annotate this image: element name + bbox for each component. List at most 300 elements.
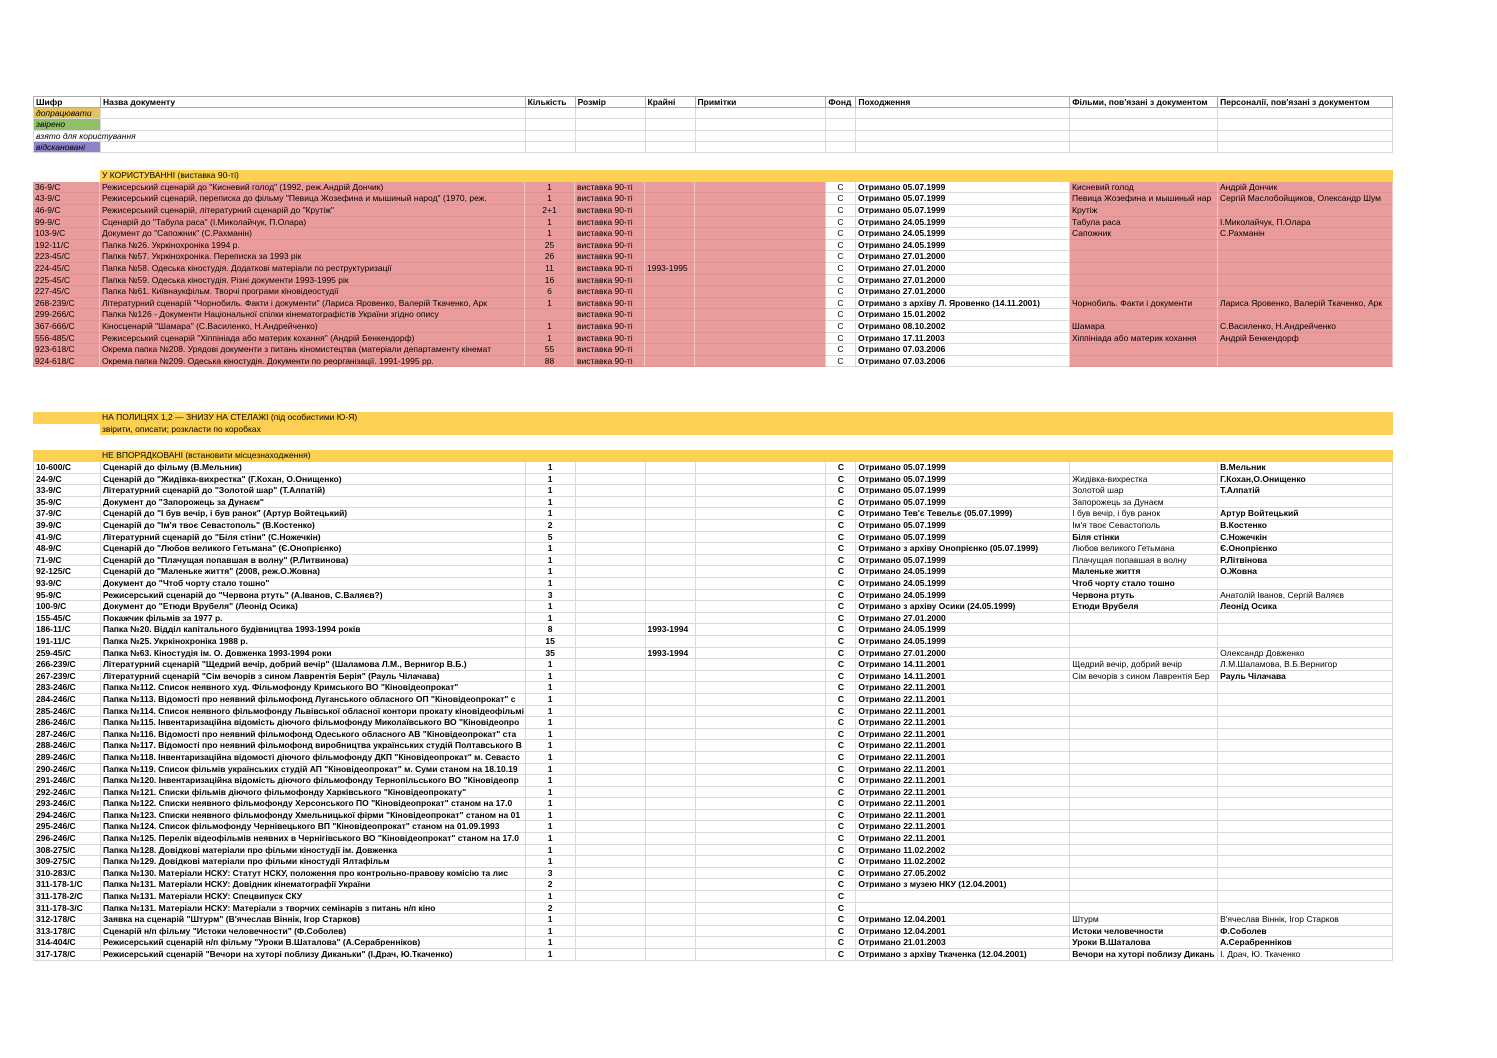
cell[interactable]: 95-9/С [34, 590, 101, 602]
cell[interactable]: С [826, 356, 856, 368]
cell[interactable]: 1993-1994 [646, 624, 696, 636]
cell[interactable]: 8 [526, 624, 576, 636]
cell[interactable] [576, 555, 646, 567]
cell[interactable]: С [826, 251, 856, 263]
cell[interactable]: Режисерський сценарій "Вечори на хуторі поблизу Диканьки" (І.Драч, Ю.Ткаченко) [101, 949, 526, 961]
cell[interactable]: Рауль Чілачава [1218, 671, 1393, 683]
cell[interactable]: Чтоб чорту стало тошно [1070, 578, 1218, 590]
cell[interactable]: С [826, 543, 856, 555]
cell[interactable] [695, 217, 826, 229]
cell[interactable] [576, 543, 646, 555]
cell[interactable]: Отримано з архіву Осики (24.05.1999) [856, 601, 1070, 613]
cell[interactable] [646, 659, 696, 671]
cell[interactable]: С [826, 694, 856, 706]
cell[interactable]: С [826, 333, 856, 345]
cell[interactable] [1070, 856, 1218, 868]
cell[interactable]: 99-9/С [33, 217, 100, 229]
cell[interactable]: 1 [526, 671, 576, 683]
cell[interactable] [646, 485, 696, 497]
cell[interactable]: Сапожник [1070, 228, 1218, 240]
cell[interactable] [1070, 903, 1218, 915]
cell[interactable]: 291-246/С [34, 775, 101, 787]
cell[interactable]: 6 [525, 286, 575, 298]
cell[interactable] [645, 309, 695, 321]
cell[interactable] [646, 856, 696, 868]
cell[interactable] [695, 205, 826, 217]
cell[interactable]: В'ячеслав Віннік, Ігор Старков [1218, 914, 1393, 926]
cell[interactable]: Хіппініада або материк кохання [1070, 333, 1218, 345]
cell[interactable]: Отримано 22.11.2001 [856, 717, 1070, 729]
cell[interactable] [576, 578, 646, 590]
cell[interactable]: 1 [526, 659, 576, 671]
cell[interactable]: Отримано 22.11.2001 [856, 810, 1070, 822]
cell[interactable] [1070, 729, 1218, 741]
cell[interactable] [826, 131, 856, 142]
cell[interactable]: Олександр Довженко [1218, 648, 1393, 660]
cell[interactable] [696, 462, 827, 474]
cell[interactable] [696, 810, 827, 822]
legend-label[interactable]: взято для користування [36, 130, 136, 141]
cell[interactable]: С [826, 729, 856, 741]
cell[interactable]: 1 [526, 845, 576, 857]
cell[interactable] [1218, 717, 1393, 729]
cell[interactable] [695, 182, 826, 194]
cell[interactable]: 1 [526, 578, 576, 590]
cell[interactable] [696, 845, 827, 857]
cell[interactable]: С [826, 601, 856, 613]
cell[interactable]: С [826, 775, 856, 787]
cell[interactable]: 288-246/С [34, 740, 101, 752]
cell[interactable]: 259-45/С [34, 648, 101, 660]
cell[interactable]: Папка №131. Матеріали НСКУ: Довідник кінематографії України [101, 879, 526, 891]
cell[interactable] [1218, 706, 1393, 718]
cell[interactable]: Папка №59. Одеська кіностудія. Різні документи 1993-1995 рік [100, 275, 525, 287]
cell[interactable]: В.Мельник [1218, 462, 1393, 474]
cell[interactable]: С [826, 555, 856, 567]
cell[interactable]: С [826, 926, 856, 938]
cell[interactable] [576, 891, 646, 903]
cell[interactable] [576, 508, 646, 520]
cell[interactable] [1070, 706, 1218, 718]
cell[interactable]: 24-9/С [34, 474, 101, 486]
cell[interactable]: І.Миколайчук, П.Олара [1218, 217, 1393, 229]
cell[interactable] [576, 566, 646, 578]
cell[interactable] [1218, 868, 1393, 880]
cell[interactable]: Отримано 27.01.2000 [856, 263, 1070, 275]
cell[interactable]: Отримано 24.05.1999 [856, 624, 1070, 636]
cell[interactable]: Окрема папка №209. Одеська кіностудія. Документи по реорганізації. 1991-1995 рр. [100, 356, 525, 368]
cell[interactable] [1070, 833, 1218, 845]
cell[interactable]: Папка №121. Списки фільмів діючого фільмофонду Харківського "Кіновідеопрокату" [101, 787, 526, 799]
cell[interactable] [646, 903, 696, 915]
cell[interactable]: 310-283/С [34, 868, 101, 880]
cell[interactable]: Папка №115. Інвентаризаційна відомість діючого фільмофонду Миколаївського ВО "Кіновідеопро [101, 717, 526, 729]
cell[interactable]: С [826, 508, 856, 520]
cell[interactable]: 924-618/С [33, 356, 100, 368]
cell[interactable]: Заявка на сценарій "Штурм" (В'ячеслав Віннік, Ігор Старков) [101, 914, 526, 926]
cell[interactable] [576, 798, 646, 810]
cell[interactable] [646, 682, 696, 694]
cell[interactable]: Папка №26. Укркінохроніка 1994 р. [100, 240, 525, 252]
cell[interactable]: С [826, 821, 856, 833]
cell[interactable] [576, 613, 646, 625]
cell[interactable]: Сценарій до "Ім'я твоє Севастополь" (В.Костенко) [101, 520, 526, 532]
cell[interactable]: Папка №120. Інвентаризаційна відомість діючого фільмофонду Тернопільського ВО "Кіновідеопр [101, 775, 526, 787]
cell[interactable]: Запорожець за Дунаєм [1070, 497, 1218, 509]
cell[interactable]: Режисерський сценарій до "Кисневий голод" (1992, реж.Андрій Дончик) [100, 182, 525, 194]
cell[interactable] [576, 119, 646, 130]
cell[interactable]: Папка №131. Матеріали НСКУ: Спецвипуск СКУ [101, 891, 526, 903]
cell[interactable]: 3 [526, 868, 576, 880]
cell[interactable] [576, 648, 646, 660]
cell[interactable]: С [826, 682, 856, 694]
cell[interactable]: Є.Онопрієнко [1218, 543, 1393, 555]
cell[interactable] [1070, 740, 1218, 752]
cell[interactable]: 284-246/С [34, 694, 101, 706]
column-header[interactable]: Розмір [576, 97, 646, 108]
cell[interactable]: 26 [525, 251, 575, 263]
cell[interactable] [645, 333, 695, 345]
cell[interactable]: С [826, 321, 856, 333]
cell[interactable] [695, 286, 826, 298]
cell[interactable] [1218, 205, 1393, 217]
cell[interactable]: Отримано 24.05.1999 [856, 566, 1070, 578]
cell[interactable] [826, 119, 856, 130]
cell[interactable]: 33-9/С [34, 485, 101, 497]
cell[interactable]: С [826, 344, 856, 356]
cell[interactable]: Отримано 14.11.2001 [856, 659, 1070, 671]
cell[interactable] [576, 485, 646, 497]
cell[interactable]: Отримано 05.07.1999 [856, 532, 1070, 544]
cell[interactable] [695, 275, 826, 287]
cell[interactable] [856, 903, 1070, 915]
cell[interactable] [695, 344, 826, 356]
cell[interactable]: 1 [526, 717, 576, 729]
cell[interactable]: 1 [526, 601, 576, 613]
cell[interactable]: Отримано 27.05.2002 [856, 868, 1070, 880]
cell[interactable]: С [826, 532, 856, 544]
cell[interactable]: 299-266/С [33, 309, 100, 321]
cell[interactable]: Отримано 22.11.2001 [856, 775, 1070, 787]
cell[interactable] [646, 914, 696, 926]
section-title[interactable]: НА ПОЛИЦЯХ 1,2 — ЗНИЗУ НА СТЕЛАЖІ (під особистими Ю-Я) [100, 412, 1393, 424]
cell[interactable] [1070, 309, 1218, 321]
column-header[interactable]: Фільми, пов'язані з документом [1070, 97, 1218, 108]
cell[interactable]: 293-246/С [34, 798, 101, 810]
cell[interactable] [1218, 903, 1393, 915]
cell[interactable] [646, 729, 696, 741]
cell[interactable]: 1 [526, 462, 576, 474]
cell[interactable] [646, 845, 696, 857]
cell[interactable] [1218, 787, 1393, 799]
cell[interactable]: С [826, 671, 856, 683]
cell[interactable]: 46-9/С [33, 205, 100, 217]
cell[interactable]: Андрій Бенкендорф [1218, 333, 1393, 345]
cell[interactable]: 3 [526, 590, 576, 602]
cell[interactable]: 35-9/С [34, 497, 101, 509]
cell[interactable]: Сценарій до "Плачущая попавшая в волну" (Р.Литвинова) [101, 555, 526, 567]
cell[interactable] [576, 474, 646, 486]
cell[interactable]: С [826, 845, 856, 857]
cell[interactable]: Отримано з музею НКУ (12.04.2001) [856, 879, 1070, 891]
cell[interactable] [645, 182, 695, 194]
cell[interactable]: Літературний сценарій до "Біля стіни" (С.Ножечкін) [101, 532, 526, 544]
cell[interactable] [1218, 694, 1393, 706]
cell[interactable] [645, 228, 695, 240]
cell[interactable]: Штурм [1070, 914, 1218, 926]
cell[interactable]: 1 [525, 228, 575, 240]
cell[interactable]: Отримано 27.01.2000 [856, 648, 1070, 660]
cell[interactable] [645, 193, 695, 205]
cell[interactable]: Червона ртуть [1070, 590, 1218, 602]
cell[interactable]: Окрема папка №208. Урядові документи з питань кіномистецтва (матеріали департаменту кінемат [100, 344, 525, 356]
cell[interactable]: С [826, 228, 856, 240]
cell[interactable]: 1 [526, 856, 576, 868]
cell[interactable]: Папка №118. Інвентаризаційна відомості діючого фільмофонду ДКП "Кіновідеопрокат" м. Севасто [101, 752, 526, 764]
cell[interactable] [646, 131, 696, 142]
cell[interactable] [1218, 131, 1393, 142]
cell[interactable]: Отримано 22.11.2001 [856, 729, 1070, 741]
cell[interactable]: Чорнобиль. Факти і документи [1070, 298, 1218, 310]
cell[interactable] [1070, 108, 1218, 119]
cell[interactable] [1218, 497, 1393, 509]
cell[interactable] [856, 119, 1070, 130]
cell[interactable] [696, 119, 827, 130]
column-header[interactable]: Назва документу [101, 97, 526, 108]
cell[interactable]: 192-11/С [33, 240, 100, 252]
cell[interactable] [576, 775, 646, 787]
cell[interactable] [695, 228, 826, 240]
cell[interactable] [1218, 833, 1393, 845]
cell[interactable]: Отримано 27.01.2000 [856, 286, 1070, 298]
cell[interactable] [695, 263, 826, 275]
cell[interactable]: Папка №20. Відділ капітального будівництва 1993-1994 років [101, 624, 526, 636]
cell[interactable]: С [826, 474, 856, 486]
cell[interactable] [1070, 764, 1218, 776]
cell[interactable]: виставка 90-ті [575, 298, 645, 310]
cell[interactable] [576, 740, 646, 752]
section-title[interactable]: НЕ ВПОРЯДКОВАНІ (встановити місцезнаходження) [100, 450, 1393, 462]
cell[interactable]: Папка №129. Довідкові матеріали про фільми кіностудії Ялтафільм [101, 856, 526, 868]
cell[interactable]: 1 [526, 508, 576, 520]
cell[interactable]: 1 [526, 706, 576, 718]
cell[interactable]: 309-275/С [34, 856, 101, 868]
cell[interactable]: 1 [526, 740, 576, 752]
cell[interactable]: С [826, 798, 856, 810]
cell[interactable]: 11 [525, 263, 575, 275]
cell[interactable]: 15 [526, 636, 576, 648]
cell[interactable] [1218, 845, 1393, 857]
cell[interactable] [695, 240, 826, 252]
legend-label[interactable]: допрацювати [34, 108, 101, 119]
section-title[interactable]: звірити, описати; розкласти по коробках [100, 424, 1393, 436]
cell[interactable] [696, 578, 827, 590]
cell[interactable]: С [826, 833, 856, 845]
cell[interactable]: 1 [525, 193, 575, 205]
cell[interactable]: С [826, 298, 856, 310]
cell[interactable]: виставка 90-ті [575, 275, 645, 287]
cell[interactable] [576, 682, 646, 694]
cell[interactable] [576, 601, 646, 613]
cell[interactable]: Отримано 22.11.2001 [856, 821, 1070, 833]
cell[interactable] [646, 879, 696, 891]
cell[interactable]: Папка №124. Список фільмофонду Чернівецького ВП "Кіновідеопрокат" станом на 01.09.1993 [101, 821, 526, 833]
cell[interactable]: Л.М.Шаламова, В.Б.Вернигор [1218, 659, 1393, 671]
cell[interactable]: С [826, 217, 856, 229]
cell[interactable] [646, 926, 696, 938]
cell[interactable] [646, 474, 696, 486]
cell[interactable] [526, 131, 576, 142]
cell[interactable]: Сценарій н/п фільму "Истоки человечности" (Ф.Соболев) [101, 926, 526, 938]
cell[interactable] [696, 142, 827, 153]
cell[interactable]: Маленьке життя [1070, 566, 1218, 578]
cell[interactable]: 289-246/С [34, 752, 101, 764]
cell[interactable]: 36-9/С [33, 182, 100, 194]
cell[interactable]: Отримано 22.11.2001 [856, 740, 1070, 752]
cell[interactable] [645, 275, 695, 287]
cell[interactable]: Режисерський сценарій, літературний сценарій до "Крутіж" [100, 205, 525, 217]
cell[interactable]: 41-9/С [34, 532, 101, 544]
cell[interactable]: виставка 90-ті [575, 193, 645, 205]
cell[interactable] [1070, 787, 1218, 799]
cell[interactable]: Документ до "Сапожник" (С.Рахманін) [100, 228, 525, 240]
cell[interactable]: С [826, 182, 856, 194]
cell[interactable] [696, 131, 827, 142]
cell[interactable]: С [826, 810, 856, 822]
cell[interactable] [1218, 775, 1393, 787]
cell[interactable]: С [826, 624, 856, 636]
cell[interactable] [526, 142, 576, 153]
cell[interactable]: Ім'я твоє Севастополь [1070, 520, 1218, 532]
cell[interactable]: 2+1 [525, 205, 575, 217]
cell[interactable] [1218, 682, 1393, 694]
cell[interactable]: Сергій Маслобойщиков, Олександр Шум [1218, 193, 1393, 205]
cell[interactable]: С.Василенко, Н.Андрейченко [1218, 321, 1393, 333]
cell[interactable]: Папка №117. Відомості про неявний фільмофонд виробництва українських студій Полтавського В [101, 740, 526, 752]
cell[interactable] [1070, 286, 1218, 298]
cell[interactable] [696, 856, 827, 868]
cell[interactable]: Документ до "Етюди Врубеля" (Леонід Осика) [101, 601, 526, 613]
cell[interactable]: Папка №57. Укркінохроніка. Переписка за 1993 рік [100, 251, 525, 263]
cell[interactable] [1070, 344, 1218, 356]
cell[interactable]: Вечори на хуторі поблизу Дикань [1070, 949, 1218, 961]
cell[interactable]: 25 [525, 240, 575, 252]
cell[interactable]: Папка №126 - Документи Національної спілки кінематографістів України згідно опису [100, 309, 525, 321]
cell[interactable] [646, 937, 696, 949]
cell[interactable]: 1 [526, 694, 576, 706]
cell[interactable]: Отримано 21.01.2003 [856, 937, 1070, 949]
cell[interactable] [1070, 868, 1218, 880]
cell[interactable] [696, 706, 827, 718]
cell[interactable]: 16 [525, 275, 575, 287]
cell[interactable] [101, 142, 526, 153]
cell[interactable]: Лариса Яровенко, Валерій Ткаченко, Арк [1218, 298, 1393, 310]
cell[interactable]: виставка 90-ті [575, 286, 645, 298]
cell[interactable]: Папка №58. Одеська кіностудія. Додаткові матеріали по реструктуризації [100, 263, 525, 275]
cell[interactable]: 1 [526, 566, 576, 578]
cell[interactable]: Отримано 22.11.2001 [856, 798, 1070, 810]
cell[interactable] [646, 555, 696, 567]
cell[interactable]: С [826, 613, 856, 625]
cell[interactable] [645, 356, 695, 368]
cell[interactable] [696, 485, 827, 497]
cell[interactable] [696, 682, 827, 694]
column-header[interactable]: Шифр [34, 97, 101, 108]
cell[interactable] [576, 868, 646, 880]
cell[interactable]: С [826, 717, 856, 729]
cell[interactable] [695, 321, 826, 333]
cell[interactable] [696, 740, 827, 752]
cell[interactable]: Г.Кохан,О.Онищенко [1218, 474, 1393, 486]
cell[interactable] [646, 543, 696, 555]
cell[interactable] [646, 108, 696, 119]
cell[interactable]: 1 [526, 821, 576, 833]
cell[interactable] [1218, 578, 1393, 590]
cell[interactable] [696, 108, 827, 119]
cell[interactable]: С [826, 937, 856, 949]
cell[interactable]: 37-9/С [34, 508, 101, 520]
cell[interactable]: Документ до "Запорожець за Дунаєм" [101, 497, 526, 509]
cell[interactable]: Режисерський сценарій до "Червона ртуть" (А.Іванов, С.Валяєв?) [101, 590, 526, 602]
cell[interactable]: Певица Жозефина и мышиный нар [1070, 193, 1218, 205]
cell[interactable]: виставка 90-ті [575, 263, 645, 275]
cell[interactable]: Отримано 15.01.2002 [856, 309, 1070, 321]
cell[interactable] [576, 462, 646, 474]
cell[interactable]: Отримано 27.01.2000 [856, 613, 1070, 625]
cell[interactable] [525, 309, 575, 321]
cell[interactable] [576, 787, 646, 799]
cell[interactable]: 1 [526, 555, 576, 567]
cell[interactable]: Етюди Врубеля [1070, 601, 1218, 613]
cell[interactable] [1070, 879, 1218, 891]
cell[interactable]: Кисневий голод [1070, 182, 1218, 194]
cell[interactable]: С [826, 520, 856, 532]
cell[interactable]: 1 [526, 926, 576, 938]
cell[interactable] [696, 775, 827, 787]
cell[interactable]: Папка №128. Довідкові матеріали про фільми кіностудії ім. Довженка [101, 845, 526, 857]
cell[interactable]: 1993-1995 [645, 263, 695, 275]
cell[interactable] [101, 119, 526, 130]
cell[interactable]: 1 [526, 497, 576, 509]
cell[interactable]: Щедрий вечір, добрий вечір [1070, 659, 1218, 671]
cell[interactable] [695, 356, 826, 368]
cell[interactable]: Сценарій до "Любов великого Гетьмана" (Є.Онопрієнко) [101, 543, 526, 555]
cell[interactable] [576, 833, 646, 845]
cell[interactable] [646, 833, 696, 845]
cell[interactable] [645, 251, 695, 263]
cell[interactable] [696, 613, 827, 625]
cell[interactable] [576, 706, 646, 718]
cell[interactable]: Літературний сценарій до "Золотой шар" (Т.Алпатій) [101, 485, 526, 497]
cell[interactable]: 186-11/С [34, 624, 101, 636]
cell[interactable]: 313-178/С [34, 926, 101, 938]
cell[interactable]: 1 [526, 485, 576, 497]
cell[interactable] [33, 450, 100, 462]
cell[interactable]: С [826, 578, 856, 590]
cell[interactable]: 296-246/С [34, 833, 101, 845]
cell[interactable]: 367-666/С [33, 321, 100, 333]
cell[interactable]: 103-9/С [33, 228, 100, 240]
cell[interactable]: Сім вечорів з сином Лаврентія Бер [1070, 671, 1218, 683]
cell[interactable]: Отримано 12.04.2001 [856, 914, 1070, 926]
cell[interactable] [696, 891, 827, 903]
cell[interactable] [1070, 648, 1218, 660]
cell[interactable]: С [826, 286, 856, 298]
cell[interactable] [696, 474, 827, 486]
cell[interactable] [695, 298, 826, 310]
cell[interactable]: 308-275/С [34, 845, 101, 857]
cell[interactable]: Шамара [1070, 321, 1218, 333]
